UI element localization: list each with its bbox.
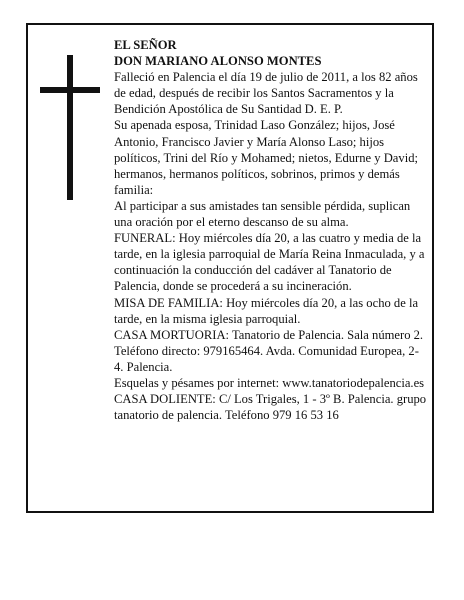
funeral-info: FUNERAL: Hoy miércoles día 20, a las cuatro y media de la tarde, en la iglesia parroquial de María Reina Inmaculada, y a continuación la conducción del cadáver al Tanatorio de Palencia, donde se procederá a su incineración.: [114, 231, 425, 294]
notice-heading: EL SEÑOR: [114, 38, 177, 52]
cross-icon: [40, 55, 100, 200]
obituary-notice: [26, 23, 434, 513]
family-home-info: CASA DOLIENTE: C/ Los Trigales, 1 - 3º B. Palencia. grupo tanatorio de palencia. Teléfono 979 16 53 16: [114, 392, 427, 423]
funeral-home-info: CASA MORTUORIA: Tanatorio de Palencia. Sala número 2. Teléfono directo: 979165464. Avda. Comunidad Europea, 2-4. Palencia.: [114, 327, 424, 374]
death-announcement: Falleció en Palencia el día 19 de julio de 2011, a los 82 años de edad, después de recibir los Santos Sacramentos y la Bendición Apostólica de Su Santidad D. E. P.: [114, 70, 418, 117]
online-condolences: Esquelas y pésames por internet: www.tanatoriodepalencia.es: [114, 375, 425, 390]
deceased-name: DON MARIANO ALONSO MONTES: [114, 54, 322, 69]
family-mass-info: MISA DE FAMILIA: Hoy miércoles día 20, a las ocho de la tarde, en la misma iglesia parroquial.: [114, 295, 419, 326]
cross-horizontal-bar: [40, 87, 100, 93]
cross-vertical-bar: [67, 55, 73, 200]
prayer-request: Al participar a sus amistades tan sensible pérdida, suplican una oración por el eterno descanso de su alma.: [114, 198, 411, 230]
family-list: Su apenada esposa, Trinidad Laso González; hijos, José Antonio, Francisco Javier y María Alonso Laso; hijos políticos, Trini del Río y Mohamed; nietos, Edurne y David; hermanos, hermanos políticos, sobrinos, primos y demás familia:: [114, 118, 418, 197]
obituary-text: [114, 37, 428, 423]
